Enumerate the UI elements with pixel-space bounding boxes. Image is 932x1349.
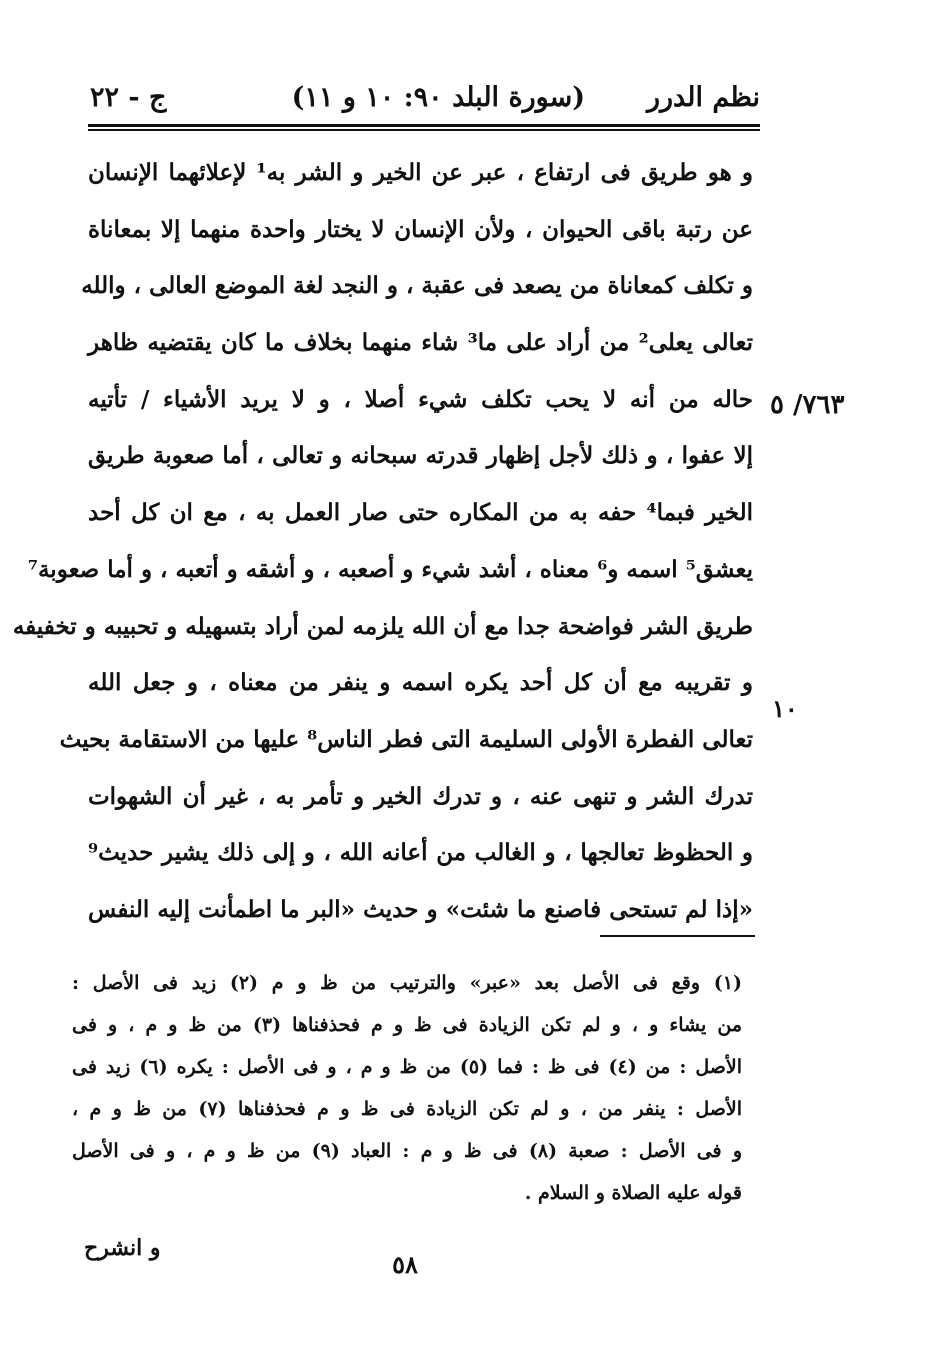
text-line: إلا عفوا ، و ذلك لأجل إظهار قدرته سبحانه و تعالى ، أما صعوبة طريق [88, 442, 753, 470]
footnote-line: الأصل : ينفر من ، و لم تكن الزيادة فى ظ و م فحذفناها (٧) من ظ و م ، [72, 1098, 742, 1120]
manuscript-page-reference: ٧٦٣/ ٥ [770, 390, 845, 420]
text-line: تعالى يعلى² من أراد على ما³ شاء منهما بخلاف ما كان يقتضيه ظاهر [88, 329, 753, 357]
text-line: طريق الشر فواضحة جدا مع أن الله يلزمه لمن أراد بتسهيله و تحبيبه و تخفيفه [12, 612, 753, 640]
header-rule-thin [88, 129, 760, 131]
footnote-line: (١) وقع فى الأصل بعد «عبر» والترتيب من ظ و م (٢) زيد فى الأصل : [72, 972, 742, 994]
text-line: و الحظوظ تعالجها ، و الغالب من أعانه الله ، و إلى ذلك يشير حديث⁹ [88, 839, 753, 867]
text-line: و تقريبه مع أن كل أحد يكره اسمه و ينفر من معناه ، و جعل الله [88, 669, 753, 697]
text-line: عن رتبة باقى الحيوان ، ولأن الإنسان لا يختار واحدة منهما إلا بمعاناة [88, 215, 753, 243]
footnote-separator [600, 935, 755, 937]
text-line: «إذا لم تستحى فاصنع ما شئت» و حديث «البر ما اطمأنت إليه النفس [88, 895, 753, 923]
volume-number: ج - ٢٢ [90, 82, 167, 113]
footnote-line: من يشاء و ، و لم تكن الزيادة فى ظ و م فحذفناها (٣) من ظ و م ، و فى [72, 1014, 743, 1036]
catchword: و انشرح [84, 1235, 161, 1261]
header-rule-thick [88, 124, 760, 127]
text-line: تدرك الشر و تنهى عنه ، و تدرك الخير و تأمر به ، غير أن الشهوات [88, 782, 753, 810]
text-line: حاله من أنه لا يحب تكلف شيء أصلا ، و لا يريد الأشياء / تأتيه [88, 385, 753, 413]
text-line: و تكلف كمعاناة من يصعد فى عقبة ، و النجد لغة الموضع العالى ، والله [81, 272, 753, 300]
text-line: تعالى الفطرة الأولى السليمة التى فطر الناس⁸ عليها من الاستقامة بحيث [59, 725, 753, 753]
text-line: يعشق⁵ اسمه و⁶ معناه ، أشد شيء و أصعبه ، و أشقه و أتعبه ، و أما صعوبة⁷ [27, 555, 753, 583]
footnotes [72, 962, 742, 1214]
running-header [80, 78, 760, 122]
footnote-line: الأصل : من (٤) فى ظ : فما (٥) من ظ و م ، و فى الأصل : يكره (٦) زيد فى [72, 1056, 742, 1078]
surah-reference: (سورة البلد ٩٠: ١٠ و ١١) [291, 82, 585, 113]
book-title: نظم الدرر [646, 82, 760, 113]
margin-line-number: ١٠ [772, 694, 798, 723]
page-number: ٥٨ [392, 1250, 418, 1279]
text-line: الخير فبما⁴ حفه به من المكاره حتى صار العمل به ، مع ان كل أحد [88, 499, 753, 527]
text-line: و هو طريق فى ارتفاع ، عبر عن الخير و الشر به¹ لإعلائهما الإنسان [88, 159, 753, 186]
footnote-line: قوله عليه الصلاة و السلام . [524, 1182, 742, 1204]
main-text [12, 145, 753, 939]
footnote-line: و فى الأصل : صعبة (٨) فى ظ و م : العباد (٩) من ظ و م ، و فى الأصل [72, 1140, 743, 1162]
